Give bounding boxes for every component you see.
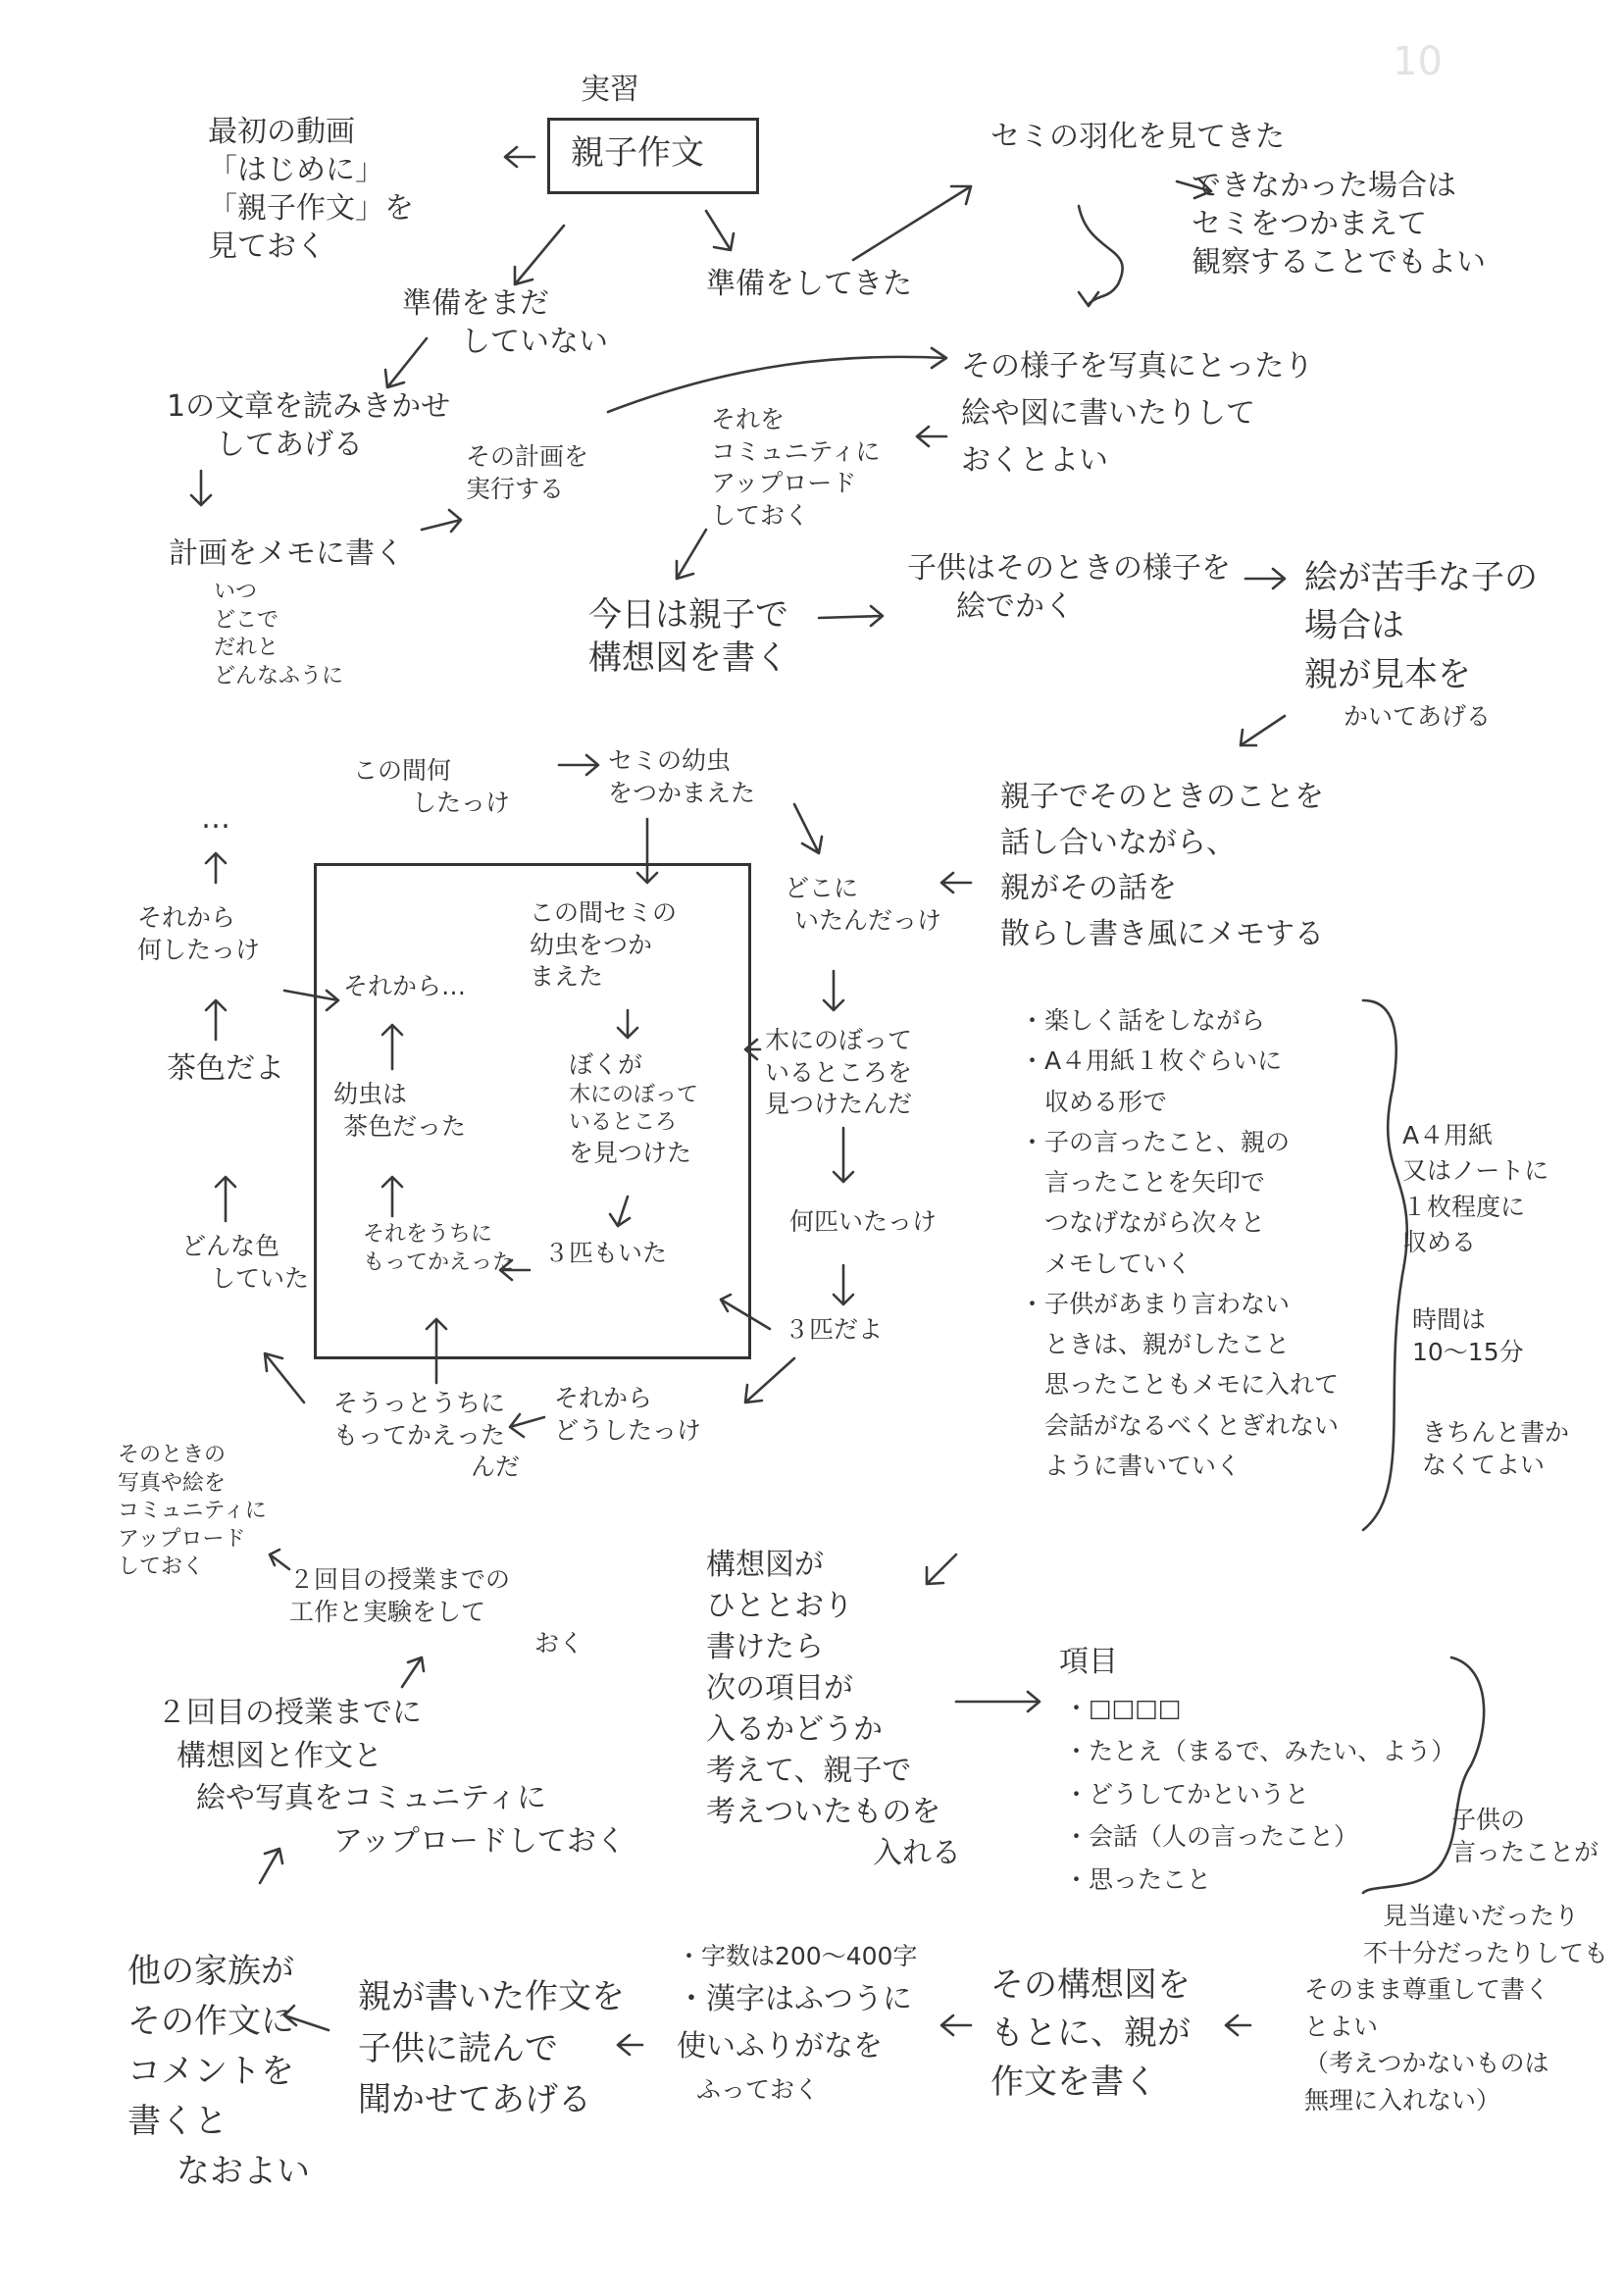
arrow-read-to-plan [191,471,211,505]
in-found: ぼくが 木にのぼって いるところ を見つけた [569,1050,699,1167]
upload-note: それを コミュニティに アップロード しておく [711,405,881,530]
arrow-caught-to-incaught [637,819,657,883]
first-video-note: 最初の動画 「はじめに」 「親子作文」を 見ておく [208,115,414,264]
mm-tree: 木にのぼって いるところを 見つけたんだ [765,1026,913,1118]
upload2-note: そのときの 写真や絵を コミュニティに アップロード しておく [118,1443,267,1580]
arrow-secondwork-to-upload2 [270,1550,289,1569]
arrow-child-to-bad [1245,569,1285,588]
arrow-readchild-to-family [618,2035,642,2055]
arrow-title-to-notprepared [515,226,564,284]
mm-where: どこに いたんだっけ [785,874,942,935]
in-three: ３匹もいた [544,1239,668,1267]
mm-three: ３匹だよ [785,1315,884,1344]
bracket-tips [1363,1000,1407,1530]
mm-next: それから 何したっけ [137,903,261,964]
not-prepared-note: 準備をまだ していない [402,286,608,359]
mm-home: そうっとうちに もってかえった んだ [333,1389,521,1481]
arrow-count-to-three [834,1265,853,1304]
in-caught: この間セミの 幼虫をつか まえた [530,898,678,991]
paper-note: A４用紙 又はノートに １枚程度に 収める [1402,1121,1549,1256]
arrow-what-to-caught [559,755,598,775]
after-map-note: 構想図が ひととおり 書けたら 次の項目が 入るかどうか 考えて、親子で 考えついたものを 入れる [706,1548,961,1870]
items-title: 項目 [1059,1645,1118,1679]
mm-color: どんな色 していた [181,1232,310,1293]
read-child-note: 親が書いた作文を 子供に読んで 聞かせてあげる [358,1977,625,2120]
arrow-tips-to-aftermap [927,1555,956,1584]
plan-memo-note: 計画をメモに書く [169,536,404,571]
time-note: 時間は 10〜15分 [1412,1305,1524,1366]
page-number: 10 [1393,39,1443,84]
arrow-notprepared-to-read [385,338,427,387]
mm-then: それから どうしたっけ [554,1384,702,1445]
today-note: 今日は親子で 構想図を書く [588,595,788,679]
arrow-talk-to-box [941,873,971,892]
arrow-caught-to-where [794,804,822,853]
arrow-three-to-then [745,1358,794,1402]
second-work-note: ２回目の授業までの 工作と実験をして おく [289,1565,584,1657]
bad-drawer-note: 絵が苦手な子の 場合は 親が見本を かいてあげる [1304,558,1538,731]
arrow-family-to-readchild [284,2006,329,2030]
neat-note: きちんと書か なくてよい [1422,1418,1570,1479]
mm-caught: セミの幼虫 をつかまえた [608,746,756,807]
execute-note: その計画を 実行する [466,442,589,503]
in-home: それをうちに もってかえった [363,1222,515,1275]
arrow-color-to-tea [216,1177,235,1221]
arrow-three-to-inthree [721,1295,770,1329]
photo-note: その様子を写真にとったり 絵や図に書いたりして おくとよい [961,349,1314,478]
prepared-note: 準備をしてきた [706,267,912,301]
arrow-inthree-to-inhome [500,1260,530,1280]
arrow-upload-to-today [677,530,706,579]
arrow-tree-to-infound [745,1040,760,1059]
char-count-note: ・字数は200〜400字 ・漢字はふつうに 使いふりがなを ふっておく [677,1942,918,2104]
arrow-misunderstand-to-parent [1226,2015,1250,2035]
arrow-title-to-prepared [706,211,734,250]
misunderstand-note: 見当違いだったり 不十分だったりしても そのまま尊重して書く とよい （考えつかないものは 無理に入れない） [1304,1902,1609,2115]
mm-what: この間何 したっけ [353,756,511,817]
bracket-items [1363,1657,1484,1893]
in-then: それから… [343,972,467,1000]
plan-list: いつ どこで だれと どんなふうに [214,580,344,688]
child-draw-note: 子供はそのときの様子を 絵でかく [907,551,1231,624]
arrow-infound-to-inthree [610,1197,630,1226]
arrow-photo-to-upload [917,427,946,446]
arrow-title-to-video [505,147,534,167]
arrow-plan-to-execute [422,510,461,532]
arrow-home-to-inhome [427,1319,446,1383]
arrow-inbrown-to-inthen [382,1025,402,1069]
arrow-bad-to-talk [1241,716,1285,745]
arrow-tea-to-next [206,1000,226,1040]
arrow-incaught-to-infound [618,1010,637,1038]
arrow-cicada-squiggle [1079,206,1123,306]
arrow-parent-to-charcount [941,2015,971,2035]
arrow-next-to-inthen [284,991,338,1010]
arrow-secondupload-to-secondwork [402,1657,424,1687]
mm-dots: … [201,801,230,836]
mm-count: 何匹いたっけ [789,1207,938,1236]
arrow-today-to-child [819,606,883,626]
arrow-tree-to-count [834,1128,853,1182]
second-upload-note: ２回目の授業までに 構想図と作文と 絵や写真をコミュニティに アップロードしておく [157,1696,626,1859]
arrow-family-to-secondupload [260,1849,282,1883]
title-small: 実習 [581,73,639,107]
talk-note: 親子でそのときのことを 話し合いながら、 親がその話を 散らし書き風にメモする [1000,780,1324,951]
arrow-prepared-to-cicada [853,186,971,260]
arrow-inhome-to-inbrown [382,1177,402,1216]
child-words-note: 子供の 言ったことが [1451,1806,1599,1866]
cicada-note: セミの羽化を見てきた [990,120,1285,154]
cicada-alt-note: できなかった場合は セミをつかまえて 観察することでもよい [1192,169,1486,280]
in-brown: 幼虫は 茶色だった [333,1080,467,1141]
family-note: 他の家族が その作文に コメントを 書くと なおよい [127,1952,310,2191]
arrow-execute-to-photo [608,348,946,412]
mm-tea: 茶色だよ [167,1051,284,1086]
arrow-then-to-home [510,1414,544,1437]
arrow-home-to-color [265,1353,304,1402]
title-main: 親子作文 [571,133,704,173]
arrow-cicada-to-alt [1177,178,1211,198]
read-aloud-note: 1の文章を読みきかせ してあげる [167,389,451,462]
items-list: ・□□□□ ・たとえ（まるで、みたい、よう） ・どうしてかというと ・会話（人の言ったこと） ・思ったこと [1064,1694,1456,1894]
arrow-where-to-tree [824,971,843,1010]
arrow-aftermap-to-items [956,1692,1040,1711]
tips-list: ・楽しく話をしながら ・A４用紙１枚ぐらいに 収める形で ・子の言ったこと、親の 言ったことを矢印で つなげながら次々と メモしていく ・子供があまり言わない ときは、親がしたこと 思ったこともメモに入れて 会話がなるべくとぎれない ように書いていく [1020,1006,1340,1480]
parent-write-note: その構想図を もとに、親が 作文を書く [990,1965,1191,2102]
arrow-next-to-dots [206,853,226,883]
